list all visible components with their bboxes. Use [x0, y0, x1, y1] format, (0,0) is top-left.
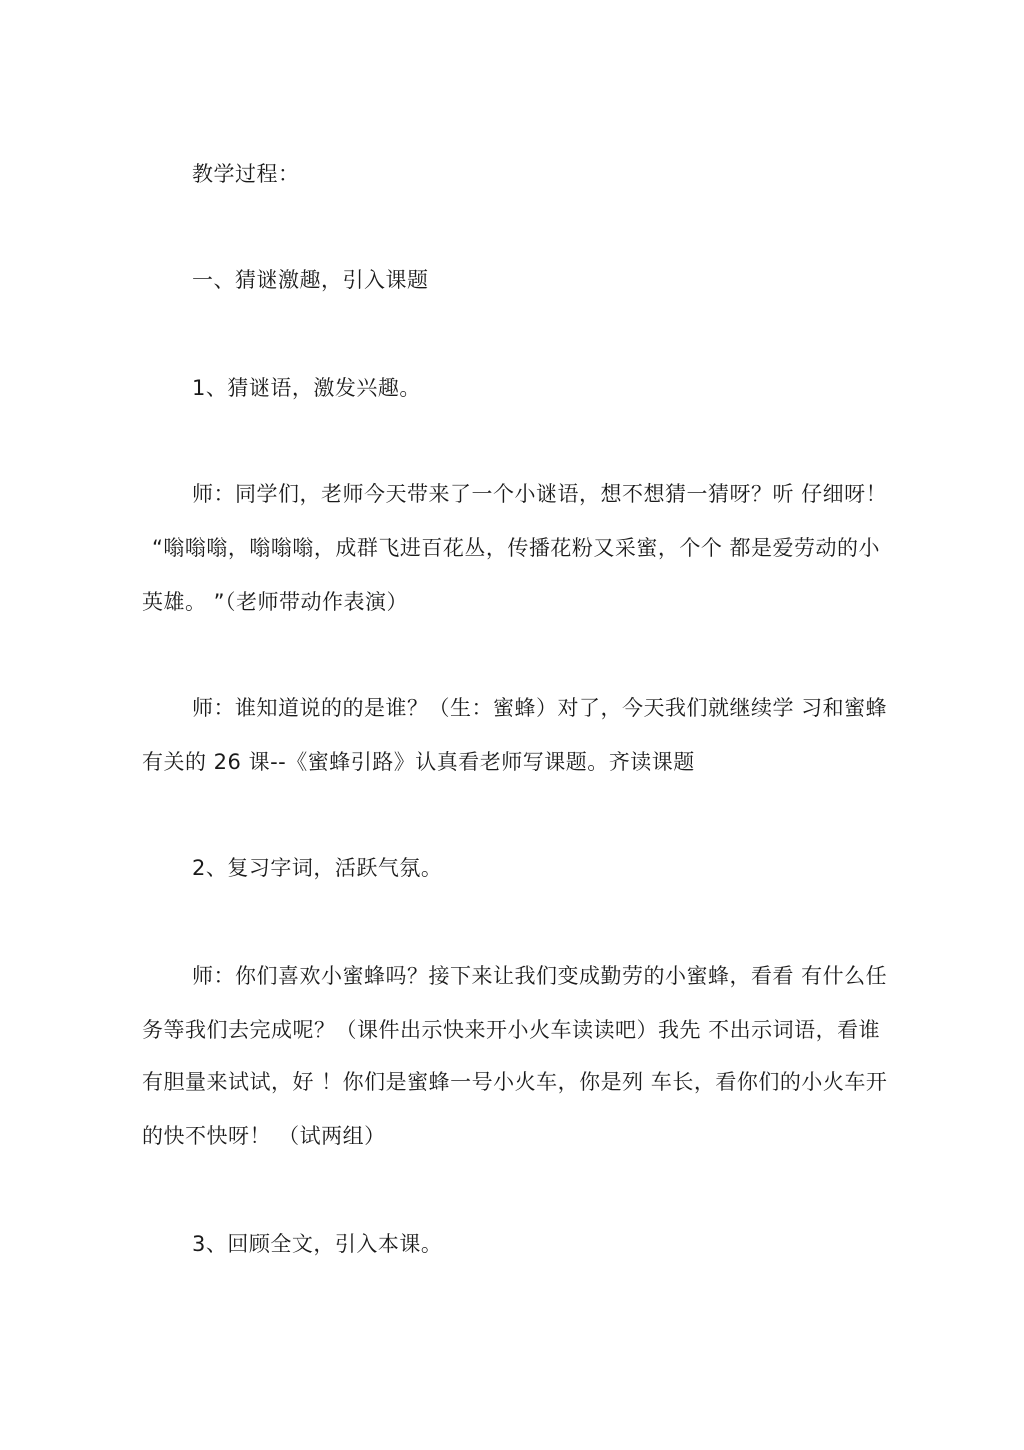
paragraph-line: 有胆量来试试，好 ！你们是蜜蜂一号小火车，你是列 车长，看你们的小火车开: [142, 1070, 888, 1094]
step-title: 3、回顾全文，引入本课。: [192, 1232, 443, 1256]
step-title: 2、复习字词，活跃气氛。: [192, 856, 443, 880]
paragraph-line: 有关的 26 课--《蜜蜂引路》认真看老师写课题。齐读课题: [142, 750, 695, 774]
paragraph-line: 的快不快呀！ （试两组）: [142, 1124, 386, 1148]
paragraph-line: 英雄。 ”（老师带动作表演）: [142, 590, 409, 614]
paragraph-line: 师：谁知道说的的是谁？（生：蜜蜂）对了，今天我们就继续学 习和蜜蜂: [192, 696, 888, 720]
document-heading: 教学过程：: [192, 162, 300, 186]
step-title: 1、猜谜语，激发兴趣。: [192, 376, 421, 400]
paragraph-line: “嗡嗡嗡，嗡嗡嗡，成群飞进百花丛，传播花粉又采蜜，个个 都是爱劳动的小: [152, 536, 881, 560]
paragraph-line: 师：你们喜欢小蜜蜂吗？接下来让我们变成勤劳的小蜜蜂，看看 有什么任: [192, 964, 888, 988]
section-title: 一、猜谜激趣，引入课题: [192, 268, 429, 292]
paragraph-line: 务等我们去完成呢？（课件出示快来开小火车读读吧）我先 不出示词语，看谁: [142, 1018, 881, 1042]
paragraph-line: 师：同学们，老师今天带来了一个小谜语，想不想猜一猜呀？听 仔细呀！: [192, 482, 888, 506]
